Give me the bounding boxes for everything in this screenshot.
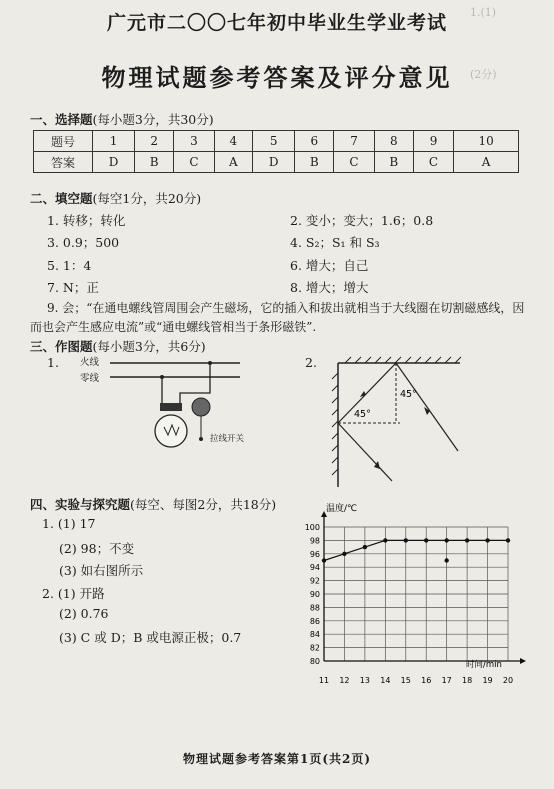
answer-key-subtitle: 物理试题参考答案及评分意见	[101, 63, 453, 92]
qnum-2: 2	[135, 131, 174, 152]
x-tick-label: 19	[482, 676, 493, 685]
data-point	[322, 558, 326, 562]
section4-title: 四、实验与探究题	[30, 497, 131, 512]
fill-item-2: 2. 变小；变大；1.6；0.8	[290, 213, 434, 228]
y-tick-label: 84	[309, 630, 320, 640]
chart-series	[322, 538, 510, 563]
live-wire-label: 火线	[80, 357, 100, 368]
chart-grid	[324, 527, 508, 661]
section3-note: (每小题3分，共6分)	[92, 339, 206, 354]
exp-item-2-3: (3) C 或 D；B 或电源正极；0.7	[59, 630, 242, 645]
exp-item-1-1: 1. (1) 17	[42, 516, 96, 531]
page-footer: 物理试题参考答案第1页(共2页)	[182, 752, 372, 766]
qnum-8: 8	[374, 131, 413, 152]
figure1-number: 1.	[47, 355, 59, 370]
x-axis-arrow	[520, 658, 526, 664]
row-label-answer: 答案	[34, 152, 93, 173]
answer-10: A	[454, 152, 519, 173]
data-point	[383, 538, 387, 542]
y-tick-label: 96	[309, 549, 320, 559]
answer-table	[33, 130, 519, 173]
left-mirror-hatching	[332, 373, 338, 475]
data-point	[506, 538, 510, 542]
x-tick-label: 15	[400, 676, 411, 685]
y-tick-label: 100	[304, 523, 320, 532]
data-point	[465, 538, 469, 542]
answer-row	[34, 152, 519, 173]
pull-cord-end	[199, 437, 203, 441]
incident-ray	[396, 363, 458, 451]
section2-title: 二、填空题	[30, 191, 93, 206]
answer-2: B	[135, 152, 174, 173]
answer-7: C	[334, 152, 374, 173]
qnum-6: 6	[295, 131, 334, 152]
section3-heading	[30, 337, 206, 355]
angle-label-2: 45°	[354, 409, 371, 420]
y-tick-label: 86	[309, 616, 320, 626]
answer-5: D	[253, 152, 295, 173]
reflected-arrow	[360, 391, 366, 397]
top-mirror-hatching	[345, 357, 461, 363]
section2-heading	[30, 189, 201, 207]
exam-title: 广元市二〇〇七年初中毕业生学业考试	[106, 12, 447, 34]
fill-item-7: 7. N；正	[47, 280, 99, 295]
qnum-1: 1	[93, 131, 135, 152]
lamp-socket	[160, 403, 182, 411]
x-tick-label: 14	[380, 676, 391, 685]
x-tick-label: 17	[441, 676, 452, 685]
section4-heading	[30, 495, 276, 513]
data-point	[342, 552, 346, 556]
y-tick-label: 90	[309, 590, 320, 599]
section1-note: (每小题3分，共30分)	[92, 112, 214, 127]
x-tick-label: 12	[339, 676, 350, 685]
qnum-9: 9	[413, 131, 453, 152]
answer-4: A	[214, 152, 252, 173]
qnum-3: 3	[174, 131, 214, 152]
neutral-wire-label: 零线	[80, 373, 100, 384]
qnum-5: 5	[253, 131, 295, 152]
fill-item-9-line1: 9. 会；“在通电螺线管周围会产生磁场，它的插入和拔出就相当于大线圈在切割磁感线，因	[47, 301, 525, 315]
incident-arrow	[424, 407, 430, 415]
x-axis-label: 时间/min	[466, 660, 502, 670]
reflection-diagram	[330, 355, 470, 495]
qnum-4: 4	[214, 131, 252, 152]
x-tick-label: 16	[421, 676, 432, 685]
circuit-diagram	[100, 355, 250, 465]
qnum-10: 10	[454, 131, 519, 152]
answer-6: B	[295, 152, 334, 173]
fill-item-1: 1. 转移；转化	[47, 213, 126, 228]
x-tick-label: 13	[359, 676, 370, 685]
figure2-number: 2.	[305, 355, 317, 370]
exp-item-2-1: 2. (1) 开路	[42, 586, 105, 601]
x-tick-label: 20	[502, 676, 514, 685]
temperature-time-chart	[290, 495, 540, 695]
pull-switch-icon	[192, 398, 210, 416]
bleed-through-text-2: (2分)	[470, 68, 497, 81]
exp-item-1-2: (2) 98；不变	[59, 541, 135, 556]
data-point	[485, 538, 489, 542]
pull-switch-label: 拉线开关	[210, 434, 245, 444]
fill-item-8: 8. 增大；增大	[290, 280, 369, 295]
x-tick-label: 11	[318, 676, 330, 685]
section3-title: 三、作图题	[30, 339, 93, 354]
y-tick-label: 82	[309, 643, 320, 653]
bleed-through-text: 1.(1)	[470, 6, 497, 19]
data-point	[363, 545, 367, 549]
section4-note: (每空、每图2分，共18分)	[130, 497, 277, 512]
fill-item-6: 6. 增大；自己	[290, 258, 369, 273]
exp-item-1-3: (3) 如右图所示	[59, 563, 144, 578]
y-axis-label: 温度/℃	[326, 504, 358, 514]
y-tick-label: 92	[309, 576, 320, 586]
fill-item-5: 5. 1：4	[47, 258, 92, 273]
data-point	[404, 538, 408, 542]
fill-item-4: 4. S₂；S₁ 和 S₃	[290, 235, 380, 250]
section2-note: (每空1分，共20分)	[92, 191, 202, 206]
question-number-row	[34, 131, 519, 152]
y-tick-label: 94	[309, 563, 320, 573]
row-label-number: 题号	[34, 131, 93, 152]
data-point	[444, 538, 448, 542]
chart-axes	[321, 511, 526, 664]
answer-3: C	[174, 152, 214, 173]
answer-9: C	[413, 152, 453, 173]
qnum-7: 7	[334, 131, 374, 152]
second-reflected-ray	[338, 423, 392, 481]
fill-item-9-line2: 而也会产生感应电流”或“通电螺线管相当于条形磁铁”.	[30, 320, 317, 334]
answer-8: B	[374, 152, 413, 173]
temperature-line	[324, 540, 508, 560]
section1-heading	[30, 110, 214, 128]
y-tick-label: 98	[309, 536, 320, 546]
fill-item-3: 3. 0.9；500	[47, 235, 120, 250]
light-bulb-icon	[155, 415, 187, 447]
outlier-point	[444, 558, 448, 562]
y-tick-label: 80	[309, 657, 320, 666]
y-tick-label: 88	[309, 603, 320, 613]
data-point	[424, 538, 428, 542]
x-tick-label: 18	[462, 676, 473, 685]
section1-title: 一、选择题	[30, 112, 93, 127]
exp-item-2-2: (2) 0.76	[59, 606, 109, 621]
switch-wire	[198, 363, 210, 393]
answer-1: D	[93, 152, 135, 173]
angle-label-1: 45°	[400, 389, 417, 400]
